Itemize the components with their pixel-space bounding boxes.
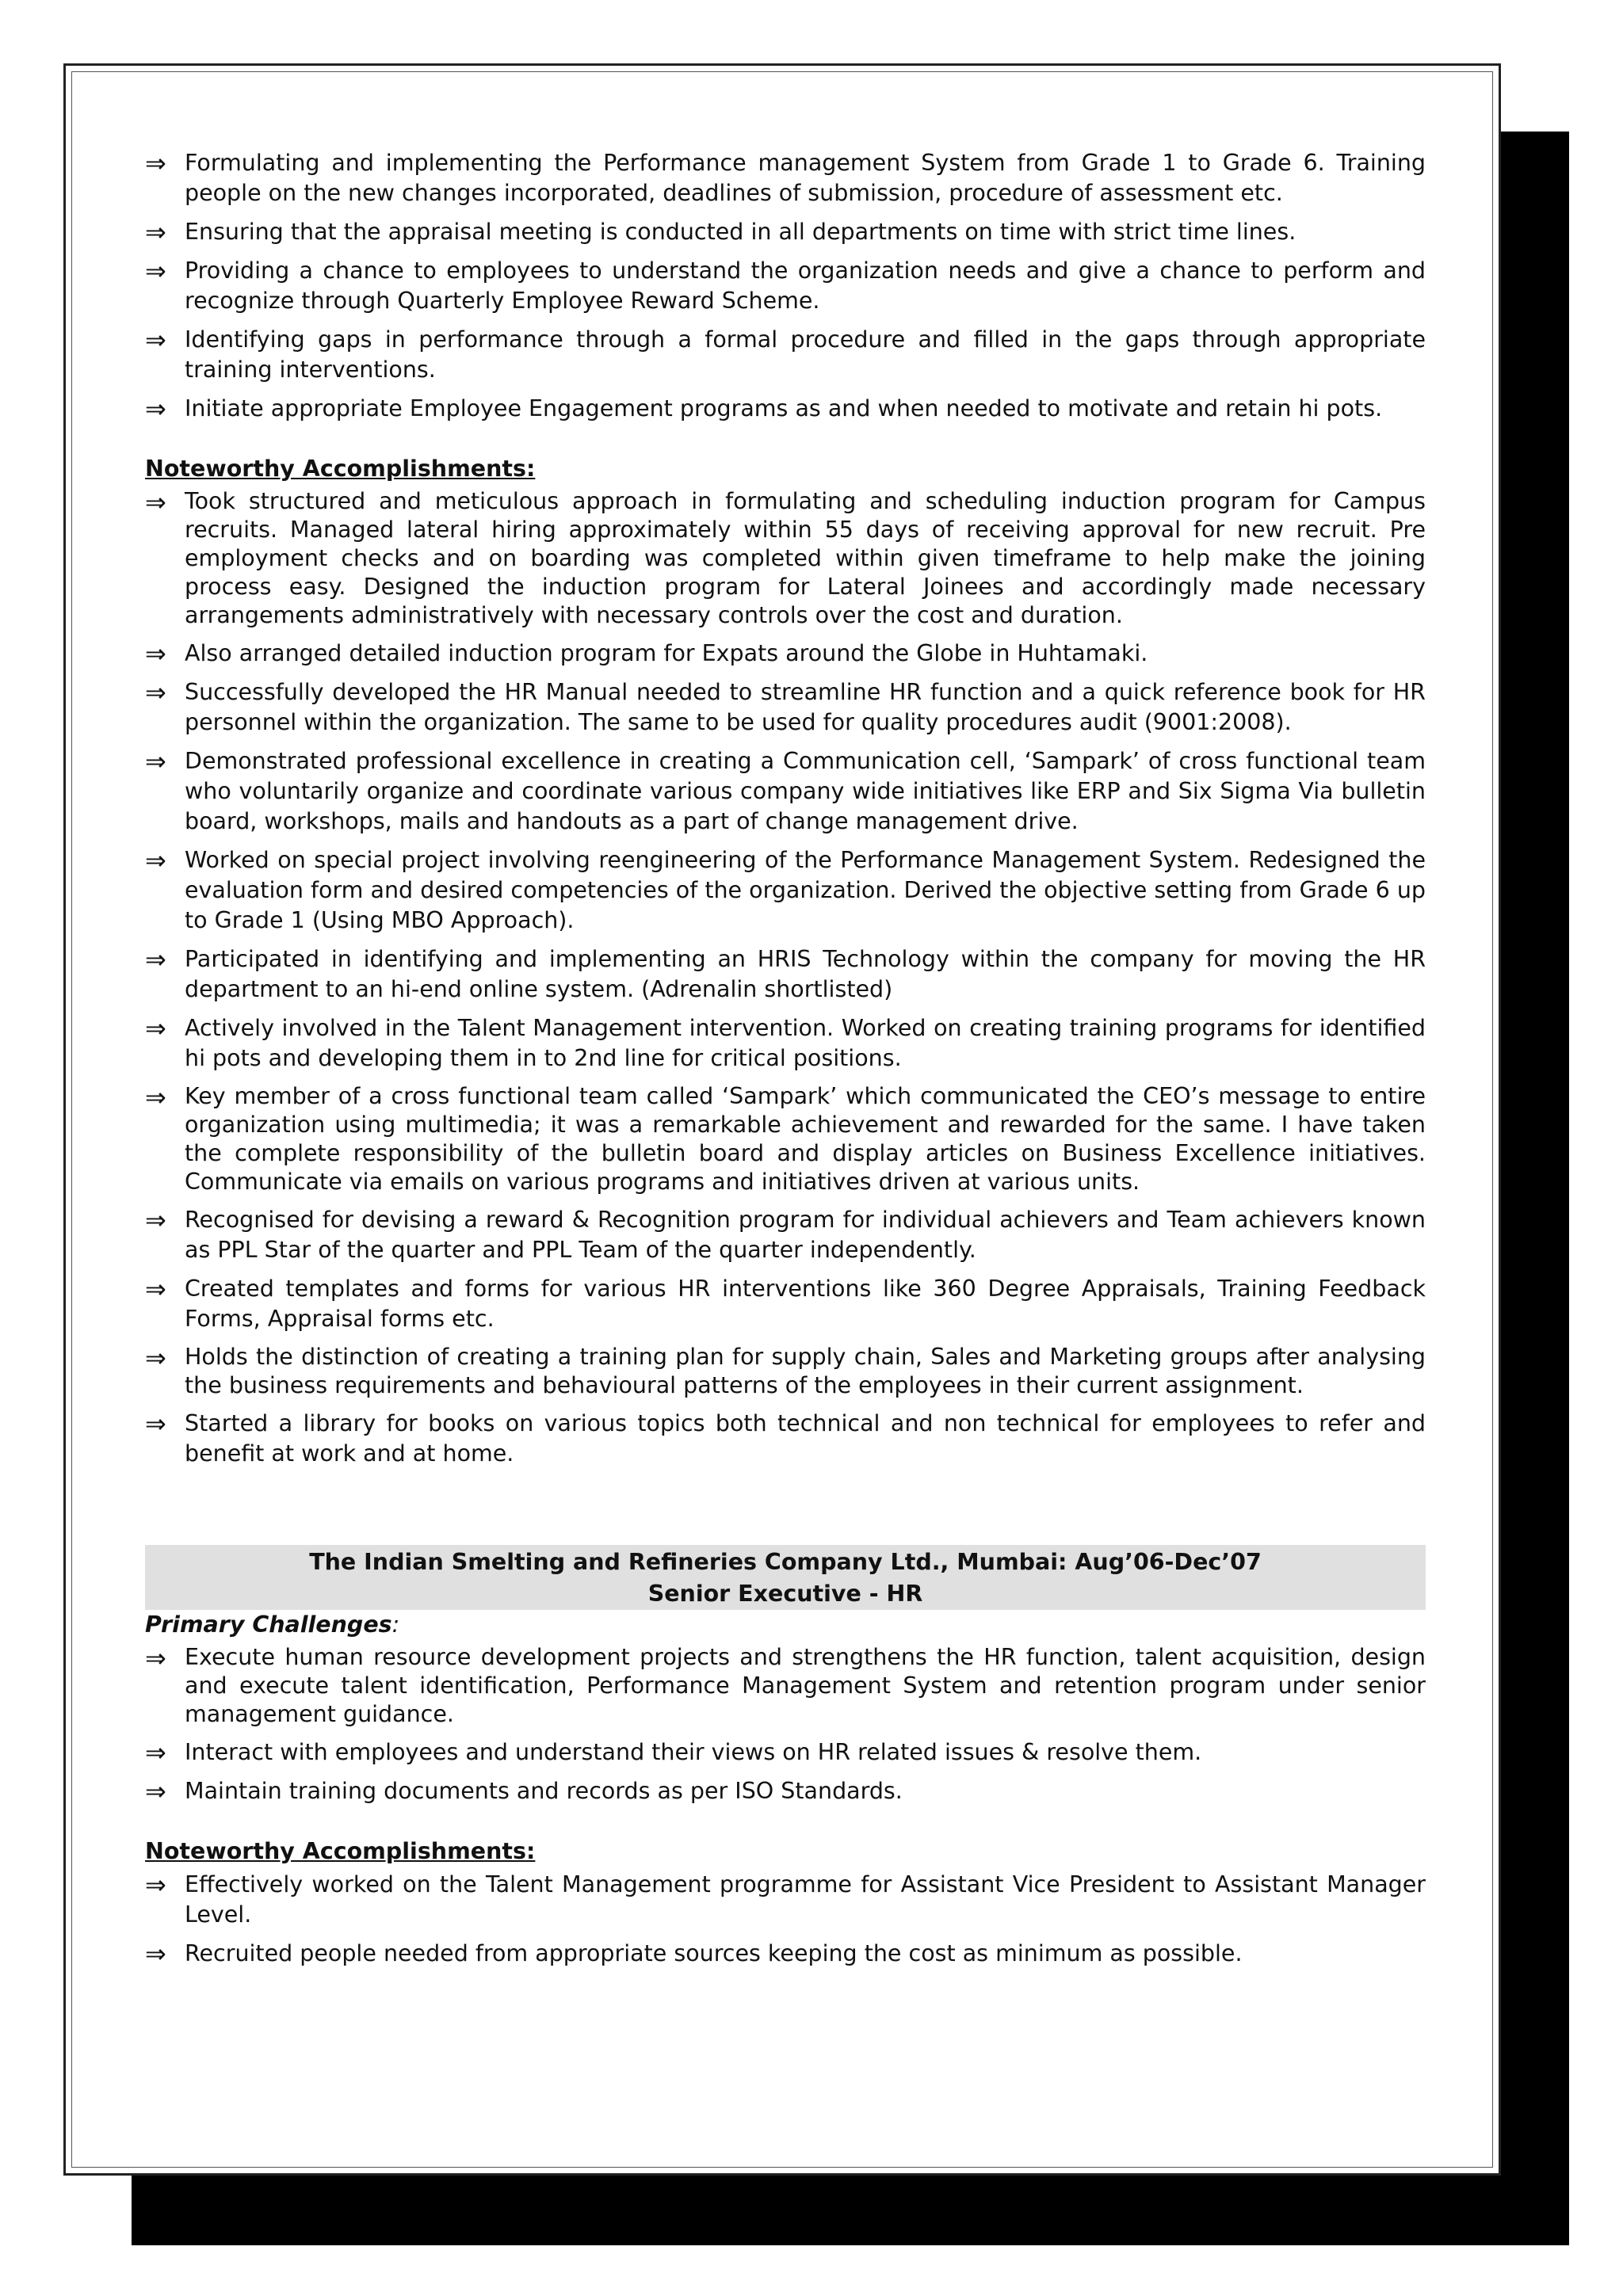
arrow-bullet-icon: ⇒ <box>145 148 166 178</box>
arrow-bullet-icon: ⇒ <box>145 256 166 286</box>
company-title-band <box>145 1545 1426 1610</box>
list-item: ⇒ Interact with employees and understand their views on HR related issues & resolve them. <box>145 1737 1202 1768</box>
list-item: ⇒ Formulating and implementing the Performance management System from Grade 1 to Grade 6. Training people on the new changes incorporated, deadlines of submission, procedure of assessment etc. <box>145 148 1426 206</box>
arrow-bullet-icon: ⇒ <box>145 1776 166 1806</box>
job-title: Senior Executive - HR <box>647 1581 923 1607</box>
list-item: ⇒ Key member of a cross functional team called ‘Sampark’ which communicated the CEO’s message to entire organization using multimedia; it was a remarkable achievement and rewarded for the same. I have taken the complete responsibility of the bulletin board and display articles on Business Excellence initiatives. Communicate via emails on various programs and initiatives driven at various units. <box>145 1082 1426 1195</box>
list-item: ⇒ Participated in identifying and implementing an HRIS Technology within the company for moving the HR department to an hi-end online system. (Adrenalin shortlisted) <box>145 944 1426 1002</box>
list-item: ⇒ Started a library for books on various topics both technical and non technical for employees to refer and benefit at work and at home. <box>145 1409 1426 1466</box>
list-item: ⇒ Providing a chance to employees to understand the organization needs and give a chance to perform and recognize through Quarterly Employee Reward Scheme. <box>145 256 1426 314</box>
arrow-bullet-icon: ⇒ <box>145 1643 166 1673</box>
list-item: ⇒ Worked on special project involving reengineering of the Performance Management System. Redesigned the evaluation form and desired competencies of the organization. Derived the objective setting from Grade 6 up to Grade 1 (Using MBO Approach). <box>145 845 1426 933</box>
arrow-bullet-icon: ⇒ <box>145 1274 166 1304</box>
arrow-bullet-icon: ⇒ <box>145 1082 166 1112</box>
list-item: ⇒ Initiate appropriate Employee Engagement programs as and when needed to motivate and retain hi pots. <box>145 394 1383 424</box>
arrow-bullet-icon: ⇒ <box>145 1409 166 1439</box>
arrow-bullet-icon: ⇒ <box>145 1870 166 1900</box>
arrow-bullet-icon: ⇒ <box>145 677 166 707</box>
arrow-bullet-icon: ⇒ <box>145 487 166 517</box>
list-item: ⇒ Execute human resource development projects and strengthens the HR function, talent acquisition, design and execute talent identification, Performance Management System and retention program under senior management guidance. <box>145 1643 1426 1727</box>
list-item: ⇒ Actively involved in the Talent Management intervention. Worked on creating training programs for identified hi pots and developing them in to 2nd line for critical positions. <box>145 1013 1426 1071</box>
list-item: ⇒ Identifying gaps in performance through a formal procedure and filled in the gaps through appropriate training interventions. <box>145 325 1426 383</box>
list-item: ⇒ Holds the distinction of creating a training plan for supply chain, Sales and Marketing groups after analysing the business requirements and behavioural patterns of the employees in their current assignment. <box>145 1343 1426 1398</box>
arrow-bullet-icon: ⇒ <box>145 944 166 974</box>
accomplishments-list-2 <box>145 1870 1426 1969</box>
arrow-bullet-icon: ⇒ <box>145 746 166 776</box>
list-item: ⇒ Recognised for devising a reward & Recognition program for individual achievers and Team achievers known as PPL Star of the quarter and PPL Team of the quarter independently. <box>145 1205 1426 1263</box>
arrow-bullet-icon: ⇒ <box>145 639 166 669</box>
challenges-list <box>145 1643 1426 1806</box>
arrow-bullet-icon: ⇒ <box>145 1737 166 1768</box>
list-item: ⇒ Created templates and forms for various HR interventions like 360 Degree Appraisals, Training Feedback Forms, Appraisal forms etc. <box>145 1274 1426 1332</box>
list-item: ⇒ Ensuring that the appraisal meeting is conducted in all departments on time with strict time lines. <box>145 217 1296 247</box>
list-item: ⇒ Took structured and meticulous approach in formulating and scheduling induction program for Campus recruits. Managed lateral hiring approximately within 55 days of receiving approval for new recruit. Pre employment checks and on boarding was completed within given timeframe to help make the joining process easy. Designed the induction program for Lateral Joinees and accordingly made necessary arrangements administratively with necessary controls over the cost and duration. <box>145 487 1426 628</box>
arrow-bullet-icon: ⇒ <box>145 1013 166 1043</box>
accomplishments-heading-2: Noteworthy Accomplishments: <box>145 1838 536 1864</box>
primary-challenges-heading: Primary Challenges: <box>145 1611 400 1638</box>
responsibilities-list <box>145 148 1426 424</box>
arrow-bullet-icon: ⇒ <box>145 394 166 424</box>
list-item: ⇒ Demonstrated professional excellence in creating a Communication cell, ‘Sampark’ of cross functional team who voluntarily organize and coordinate various company wide initiatives like ERP and Six Sigma Via bulletin board, workshops, mails and handouts as a part of change management drive. <box>145 746 1426 834</box>
company-name: The Indian Smelting and Refineries Company Ltd., Mumbai: Aug’06-Dec’07 <box>309 1549 1262 1575</box>
arrow-bullet-icon: ⇒ <box>145 845 166 875</box>
list-item: ⇒ Effectively worked on the Talent Management programme for Assistant Vice President to Assistant Manager Level. <box>145 1870 1426 1928</box>
arrow-bullet-icon: ⇒ <box>145 1343 166 1373</box>
arrow-bullet-icon: ⇒ <box>145 1205 166 1235</box>
accomplishments-list <box>145 487 1426 1469</box>
list-item: ⇒ Also arranged detailed induction program for Expats around the Globe in Huhtamaki. <box>145 639 1148 669</box>
accomplishments-heading: Noteworthy Accomplishments: <box>145 456 536 482</box>
arrow-bullet-icon: ⇒ <box>145 217 166 247</box>
resume-page <box>63 63 1501 2176</box>
list-item: ⇒ Maintain training documents and records as per ISO Standards. <box>145 1776 903 1806</box>
arrow-bullet-icon: ⇒ <box>145 325 166 355</box>
list-item: ⇒ Recruited people needed from appropriate sources keeping the cost as minimum as possible. <box>145 1939 1243 1969</box>
list-item: ⇒ Successfully developed the HR Manual needed to streamline HR function and a quick reference book for HR personnel within the organization. The same to be used for quality procedures audit (9001:2008). <box>145 677 1426 735</box>
resume-content <box>145 148 1426 1978</box>
arrow-bullet-icon: ⇒ <box>145 1939 166 1969</box>
